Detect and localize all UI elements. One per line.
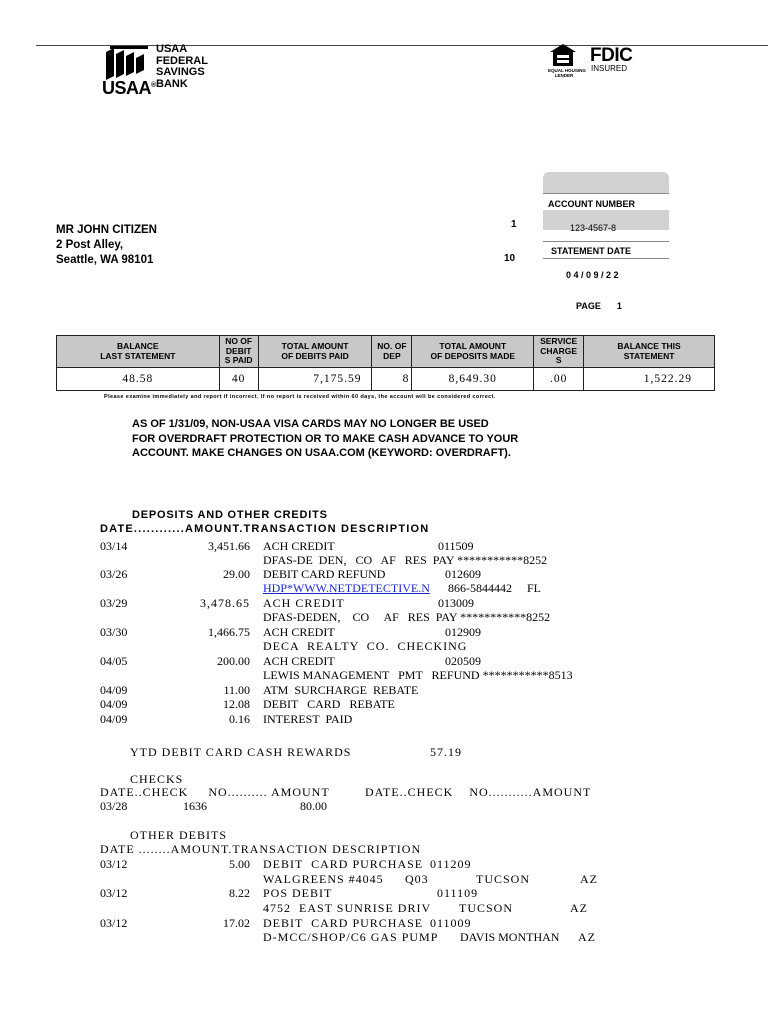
transaction-description: ACH CREDIT (263, 654, 335, 668)
eagle-icon (104, 46, 150, 82)
registered-mark: ® (151, 82, 156, 89)
mail-code-2: 10 (504, 253, 516, 264)
transaction-code: 012609 (445, 567, 481, 581)
fine-print: Please examine immediately and report if incorrect. If no report is received within 60 days, the account will be considered correct. (104, 394, 496, 400)
transaction-description: DEBIT CARD PURCHASE (263, 916, 424, 930)
ehl-line: EQUAL HOUSING (548, 68, 586, 73)
deposits-count: 8 (372, 368, 412, 391)
summary-header: NO OF DEBIT S PAID (219, 336, 258, 368)
logo-line: BANK (156, 77, 188, 90)
deposits-total: 8,649.30 (412, 368, 534, 391)
transaction-description: POS DEBIT (263, 886, 333, 900)
check-amount: 80.00 (300, 799, 327, 813)
merchant-name: 4752 EAST SUNRISE DRIV (263, 901, 432, 915)
summary-header: TOTAL AMOUNT OF DEPOSITS MADE (412, 336, 534, 368)
merchant-name: D-MCC/SHOP/C6 GAS PUMP (263, 930, 439, 944)
summary-header: BALANCE THIS STATEMENT (584, 336, 715, 368)
transaction-amount: 12.08 (223, 697, 250, 711)
fdic-logo: FDIC (590, 45, 633, 66)
transaction-date: 03/30 (100, 625, 128, 639)
transaction-amount: 17.02 (223, 916, 250, 930)
transaction-description: DEBIT CARD REFUND (263, 567, 386, 581)
transaction-description: ACH CREDIT (263, 596, 345, 610)
summary-header: BALANCE LAST STATEMENT (57, 336, 220, 368)
merchant-state: AZ (578, 930, 596, 944)
transaction-code: 011209 (430, 857, 472, 871)
transaction-amount: 29.00 (223, 567, 250, 581)
transaction-code: 011509 (438, 539, 474, 553)
merchant-link[interactable]: HDP*WWW.NETDETECTIVE.N (263, 581, 430, 595)
transaction-description: DEBIT CARD PURCHASE (263, 857, 424, 871)
customer-street: 2 Post Alley, (56, 239, 124, 251)
check-number: 1636 (183, 799, 207, 813)
fdic-insured: INSURED (591, 64, 628, 73)
balance-this-statement: 1,522.29 (584, 368, 715, 391)
transaction-code: 013009 (438, 596, 474, 610)
logo-line: SAVINGS (156, 66, 205, 78)
transaction-description: DEBIT CARD REBATE (263, 697, 395, 711)
transaction-detail: LEWIS MANAGEMENT PMT REFUND ***********8513 (263, 668, 573, 682)
transaction-date: 03/14 (100, 539, 128, 553)
transaction-date: 04/09 (100, 683, 128, 697)
merchant-state: AZ (570, 901, 588, 915)
merchant-city: TUCSON (459, 901, 514, 915)
customer-name: MR JOHN CITIZEN (56, 224, 157, 236)
page-indicator (576, 301, 622, 311)
debits-total: 7,175.59 (258, 368, 372, 391)
account-box (543, 172, 669, 272)
account-box-header (543, 172, 669, 193)
page-number: 1 (616, 301, 622, 311)
transaction-detail: DFAS-DEDEN, CO AF RES PAY ***********8252 (263, 610, 551, 624)
checks-header-right: DATE..CHECK NO...........AMOUNT (365, 785, 592, 799)
checks-title: CHECKS (130, 772, 184, 786)
check-date: 03/28 (100, 799, 128, 813)
transaction-amount: 11.00 (223, 683, 250, 697)
account-number: 123-4567-8 (570, 223, 617, 233)
transaction-code: 011109 (437, 886, 479, 900)
notice-line: FOR OVERDRAFT PROTECTION OR TO MAKE CASH ADVANCE TO YOUR (132, 432, 519, 445)
ytd-rewards-value: 57.19 (430, 745, 462, 759)
deposits-title: DEPOSITS AND OTHER CREDITS (132, 509, 328, 521)
logo-line: FEDERAL (156, 54, 208, 67)
transaction-date: 04/09 (100, 712, 128, 726)
merchant-city: DAVIS MONTHAN (460, 930, 560, 944)
transaction-code: 011009 (430, 916, 472, 930)
transaction-description: ACH CREDIT (263, 539, 335, 553)
transaction-detail: DFAS-DE DEN, CO AF RES PAY ***********8252 (263, 553, 548, 567)
deposits-header: DATE............AMOUNT.TRANSACTION DESCRIPTION (100, 523, 430, 535)
transaction-amount: 200.00 (217, 654, 250, 668)
transaction-description: ATM SURCHARGE REBATE (263, 683, 419, 697)
other-debits-title: OTHER DEBITS (130, 828, 227, 842)
notice-line: ACCOUNT. MAKE CHANGES ON USAA.COM (KEYWORD: OVERDRAFT). (132, 447, 511, 459)
divider (543, 193, 669, 194)
transaction-date: 03/12 (100, 886, 128, 900)
transaction-amount: 8.22 (229, 886, 250, 900)
transaction-amount: 3,478.65 (200, 596, 250, 610)
merchant-ref: Q03 (405, 872, 429, 886)
transaction-amount: 1,466.75 (208, 625, 250, 639)
transaction-date: 03/26 (100, 567, 128, 581)
equal-housing-text (548, 68, 586, 78)
logo-wordmark: USAA (102, 78, 152, 98)
transaction-date: 03/29 (100, 596, 128, 610)
transaction-date: 03/12 (100, 916, 128, 930)
transaction-amount: 3,451.66 (208, 539, 250, 553)
transaction-description: INTEREST PAID (263, 712, 353, 726)
debits-count: 40 (219, 368, 258, 391)
transaction-detail: 866-5844442 FL (448, 581, 541, 595)
transaction-code: 020509 (445, 654, 481, 668)
transaction-detail: DECA REALTY CO. CHECKING (263, 639, 468, 653)
statement-date: 0 4 / 0 9 / 2 2 (566, 270, 619, 280)
merchant-state: AZ (580, 872, 598, 886)
ehl-line: LENDER (554, 73, 574, 78)
transaction-amount: 0.16 (229, 712, 250, 726)
statement-date-label: STATEMENT DATE (551, 246, 631, 256)
notice-line: AS OF 1/31/09, NON-USAA VISA CARDS MAY NO LONGER BE USED (132, 418, 489, 430)
checks-header-left: DATE..CHECK NO.......... AMOUNT (100, 785, 330, 799)
service-charges: .00 (534, 368, 584, 391)
logo-line: USAA (156, 43, 188, 55)
merchant-name: WALGREENS #4045 (263, 872, 384, 886)
other-debits-header: DATE ........AMOUNT.TRANSACTION DESCRIPTION (100, 842, 422, 856)
customer-city: Seattle, WA 98101 (56, 254, 154, 266)
overdraft-notice (132, 417, 518, 461)
divider (543, 258, 669, 259)
summary-header: NO. OF DEP (372, 336, 412, 368)
mail-code-1: 1 (511, 219, 517, 230)
transaction-date: 04/05 (100, 654, 128, 668)
transaction-code: 012909 (445, 625, 481, 639)
merchant-city: TUCSON (476, 872, 531, 886)
transaction-date: 03/12 (100, 857, 128, 871)
page-label: PAGE (576, 301, 601, 311)
account-number-label: ACCOUNT NUMBER (548, 199, 635, 209)
balance-last-statement: 48.58 (57, 368, 220, 391)
ytd-rewards-label: YTD DEBIT CARD CASH REWARDS (130, 745, 352, 759)
customer-address (56, 223, 157, 268)
divider (543, 241, 669, 242)
transaction-description: ACH CREDIT (263, 625, 335, 639)
transaction-amount: 5.00 (229, 857, 250, 871)
equal-housing-icon (549, 43, 577, 67)
balance-summary-table (56, 335, 715, 391)
transaction-date: 04/09 (100, 697, 128, 711)
summary-header: SERVICE CHARGE S (534, 336, 584, 368)
summary-header: TOTAL AMOUNT OF DEBITS PAID (258, 336, 372, 368)
